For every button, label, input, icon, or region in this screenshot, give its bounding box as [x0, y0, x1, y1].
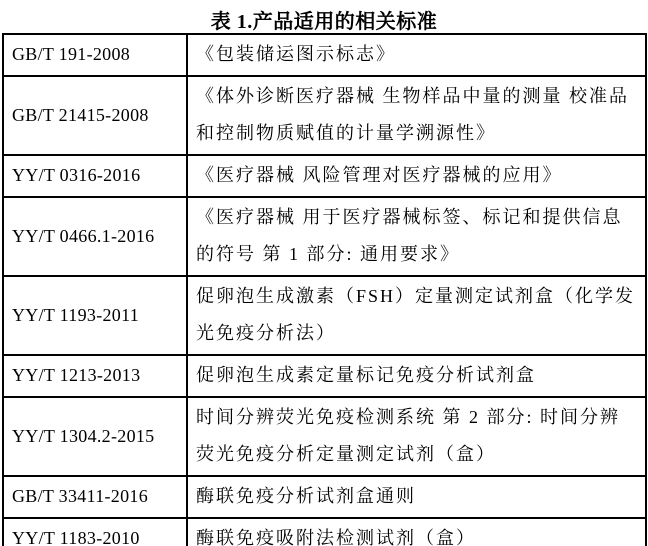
table-row [3, 197, 646, 276]
standard-code-cell: YY/T 0316-2016 [3, 155, 187, 197]
standard-code-cell: GB/T 33411-2016 [3, 476, 187, 518]
standard-code-cell: YY/T 1183-2010 [3, 518, 187, 546]
table-row [3, 397, 646, 476]
table-row [3, 76, 646, 155]
standard-code-cell: YY/T 1213-2013 [3, 355, 187, 397]
standard-name-cell: 《包装储运图示标志》 [187, 34, 646, 76]
standard-name-cell: 《医疗器械 用于医疗器械标签、标记和提供信息的符号 第 1 部分: 通用要求》 [187, 197, 646, 276]
standard-name-cell: 《医疗器械 风险管理对医疗器械的应用》 [187, 155, 646, 197]
table-caption: 表 1.产品适用的相关标准 [210, 11, 438, 33]
table-row [3, 155, 646, 197]
table-row [3, 355, 646, 397]
standard-name-cell: 酶联免疫吸附法检测试剂（盒） [187, 518, 646, 546]
standard-code-cell: GB/T 191-2008 [3, 34, 187, 76]
table-row [3, 476, 646, 518]
standard-code-cell: YY/T 1304.2-2015 [3, 397, 187, 476]
standard-name-cell: 时间分辨荧光免疫检测系统 第 2 部分: 时间分辨荧光免疫分析定量测定试剂（盒） [187, 397, 646, 476]
standards-table [2, 33, 647, 546]
table-row [3, 276, 646, 355]
standard-code-cell: YY/T 0466.1-2016 [3, 197, 187, 276]
table-row [3, 518, 646, 546]
standards-table-body [3, 34, 646, 546]
standard-code-cell: YY/T 1193-2011 [3, 276, 187, 355]
standard-name-cell: 促卵泡生成素定量标记免疫分析试剂盒 [187, 355, 646, 397]
standard-code-cell: GB/T 21415-2008 [3, 76, 187, 155]
standard-name-cell: 促卵泡生成激素（FSH）定量测定试剂盒（化学发光免疫分析法） [187, 276, 646, 355]
table-row [3, 34, 646, 76]
standard-name-cell: 酶联免疫分析试剂盒通则 [187, 476, 646, 518]
standard-name-cell: 《体外诊断医疗器械 生物样品中量的测量 校准品和控制物质赋值的计量学溯源性》 [187, 76, 646, 155]
